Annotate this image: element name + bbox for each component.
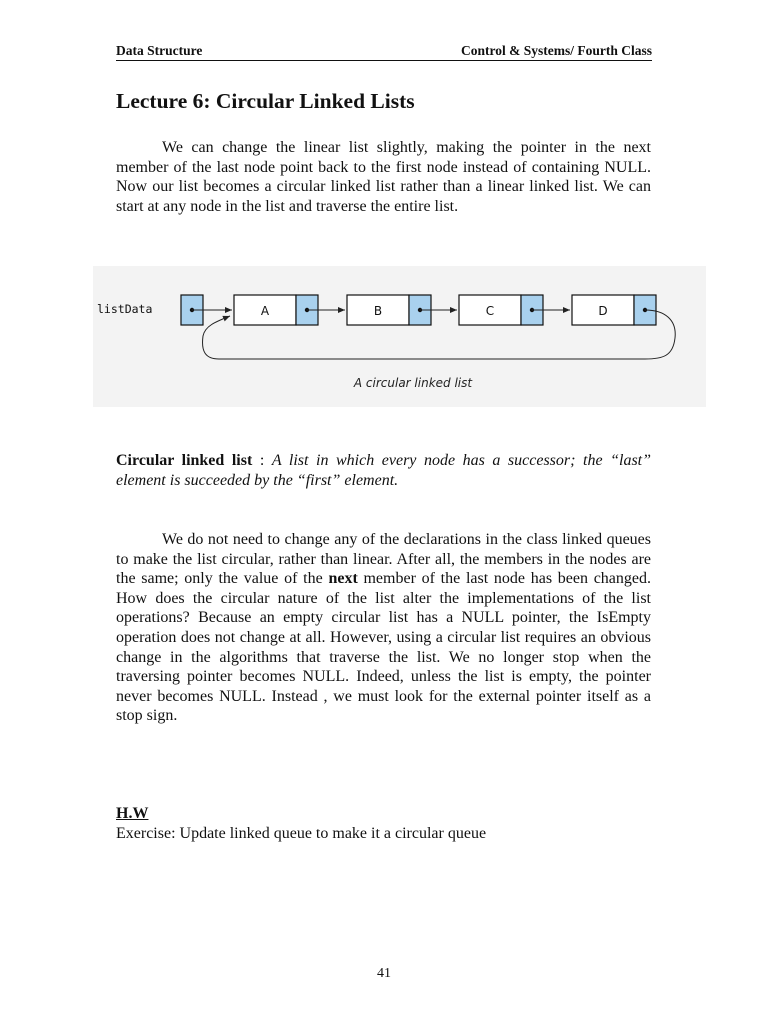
figure-caption: A circular linked list xyxy=(353,376,473,390)
intro-paragraph xyxy=(116,138,651,216)
node-b xyxy=(347,295,431,325)
definition-separator: : xyxy=(252,452,272,469)
homework-heading: H.W xyxy=(116,805,149,822)
body-paragraph xyxy=(116,530,651,726)
body-keyword-next: next xyxy=(328,570,358,588)
lecture-title: Lecture 6: Circular Linked Lists xyxy=(116,89,415,113)
node-c-label: C xyxy=(485,304,495,318)
node-c xyxy=(459,295,543,325)
definition-paragraph xyxy=(116,451,651,490)
node-d-label: D xyxy=(598,304,608,318)
list-pointer-label: listData xyxy=(97,302,153,316)
definition-text: A list in which every node has a successor; the “last” element is succeeded by the “first” element. xyxy=(116,452,652,489)
intro-paragraph-text: We can change the linear list slightly, making the pointer in the next member of the last node point back to the first node instead of containing NULL. Now our list becomes a circular linked list rather than a linear linked list. We can start at any node in the list and traverse the entire list. xyxy=(116,139,651,215)
page-number: 41 xyxy=(377,966,391,981)
header-course: Data Structure xyxy=(116,43,203,58)
header-class: Control & Systems/ Fourth Class xyxy=(460,43,652,58)
node-a-label: A xyxy=(260,304,270,318)
homework-exercise: Exercise: Update linked queue to make it a circular queue xyxy=(116,825,487,842)
node-b-label: B xyxy=(373,304,383,318)
node-a xyxy=(234,295,318,325)
node-d xyxy=(572,295,656,325)
circular-list-figure xyxy=(93,266,706,407)
circular-list-diagram xyxy=(93,266,706,407)
body-text-end: member of the last node has been changed. How does the circular nature of the list alter the implementations of the list operations? Because an empty circular list has a NULL pointer, the IsEmpty operation does not change at all. However, using a circular list requires an obvious change in the algorithms that traverse the list. We no longer stop when the traversing pointer becomes NULL. Indeed, unless the list is empty, the pointer never becomes NULL. Instead , we must look for the external pointer itself as a stop sign. xyxy=(116,570,651,725)
body-text-start: We do not need to change any of the declarations in the class linked queues to make the list circular, rather than linear. After all, the members in the nodes are the same; only the value of the xyxy=(116,531,651,588)
definition-term: Circular linked list xyxy=(116,452,253,469)
page-header xyxy=(116,43,652,61)
